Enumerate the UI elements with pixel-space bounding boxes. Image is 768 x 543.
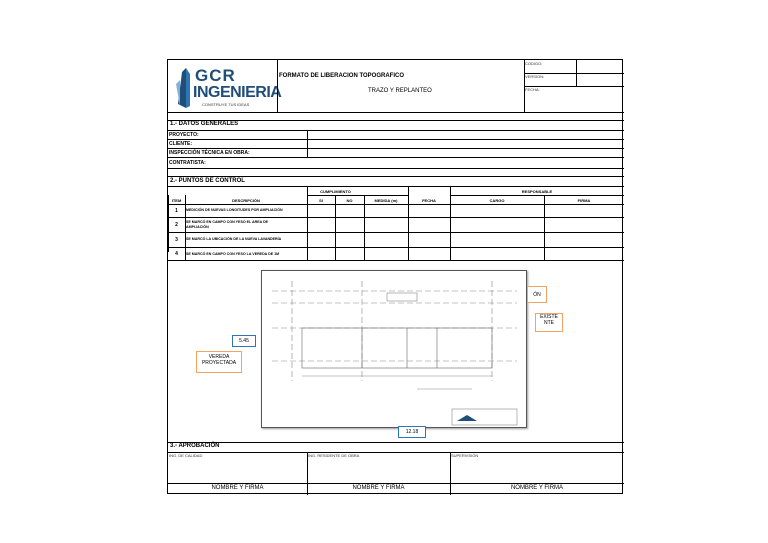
meta-codigo-label: CODIGO: (525, 61, 543, 66)
col-firma: FIRMA (577, 198, 591, 203)
field-contratista-label: CONTRATISTA: (169, 160, 206, 166)
field-proyecto-value[interactable] (308, 131, 623, 139)
sign-supervision: NOMBRE Y FIRMA (510, 485, 564, 491)
meta-fecha-label: FECHA: (525, 87, 540, 92)
col-item: ITEM (171, 198, 182, 203)
col-no: NO (346, 198, 353, 203)
role-supervision: SUPERVISIÓN (451, 453, 479, 458)
field-cliente-label: CLIENTE: (169, 141, 193, 147)
field-proyecto-label: PROYECTO: (169, 132, 199, 138)
callout-vereda-proyectada: VEREDA PROYECTADA (196, 351, 242, 373)
sign-calidad: NOMBRE Y FIRMA (211, 485, 264, 491)
row-2-desc: SE MARCÓ EN CAMPO CON YESO EL AREA DE AMPLIACIÓN (186, 220, 269, 229)
sign-residente: NOMBRE Y FIRMA (352, 485, 405, 491)
logo-line1: GCR (195, 66, 236, 85)
field-cliente-value[interactable] (308, 140, 623, 148)
group-cumplimiento: CUMPLIMIENTO (320, 189, 351, 194)
row-1-desc: MEDICIÓN DE NUEVAS LONGITUDES POR AMPLIACIÓN (186, 208, 283, 212)
col-cargo: CARGO (489, 198, 505, 203)
form-subtitle: TRAZO Y REPLANTEO (368, 88, 432, 94)
row-4-item: 4 (175, 251, 178, 257)
floor-plan-svg (262, 271, 526, 427)
col-fecha: FECHA (422, 198, 436, 203)
row-4-desc: SE MARCÓ EN CAMPO CON YESO LA VEREDA DE 1M (186, 252, 280, 256)
row-2-item: 2 (175, 222, 178, 228)
logo-line2: INGENIERIA (193, 84, 282, 101)
col-medida: MEDIDA (m) (374, 198, 398, 203)
row-1-item: 1 (175, 208, 178, 214)
liberation-form (167, 59, 623, 494)
row-3-item: 3 (175, 237, 178, 243)
section-general-title: 1.- DATOS GENERALES (170, 121, 239, 127)
section-approval-title: 3.- APROBACIÓN (170, 443, 220, 449)
callout-1218: 12.18 (398, 426, 426, 438)
role-residente: ING. RESIDENTE DE OBRA (308, 453, 360, 458)
field-inspeccion-value[interactable] (308, 149, 623, 157)
plan-drawing (261, 270, 527, 428)
callout-on: ÓN (527, 286, 547, 303)
company-logo (174, 64, 282, 110)
section-control-title: 2.- PUNTOS DE CONTROL (170, 178, 245, 184)
row-3-desc: SE MARCÓ LA UBICACIÓN DE LA NUEVA LAVANDERÍA (186, 237, 282, 241)
group-responsable: RESPONSABLE (521, 189, 553, 194)
role-calidad: ING. DE CALIDAD (169, 453, 203, 458)
col-si: SI (319, 198, 323, 203)
callout-existente: EXISTE NTE (535, 313, 563, 332)
meta-version-label: VERSION: (525, 74, 545, 79)
callout-545: 5.45 (232, 335, 256, 347)
form-title: FORMATO DE LIBERACION TOPOGRAFICO (279, 73, 405, 79)
col-descripcion: DESCRIPCIÓN (232, 198, 260, 203)
field-inspeccion-label: INSPECCIÓN TÉCNICA EN OBRA: (169, 150, 250, 156)
logo-tagline: CONSTRUYE TUS IDEAS (202, 102, 250, 107)
